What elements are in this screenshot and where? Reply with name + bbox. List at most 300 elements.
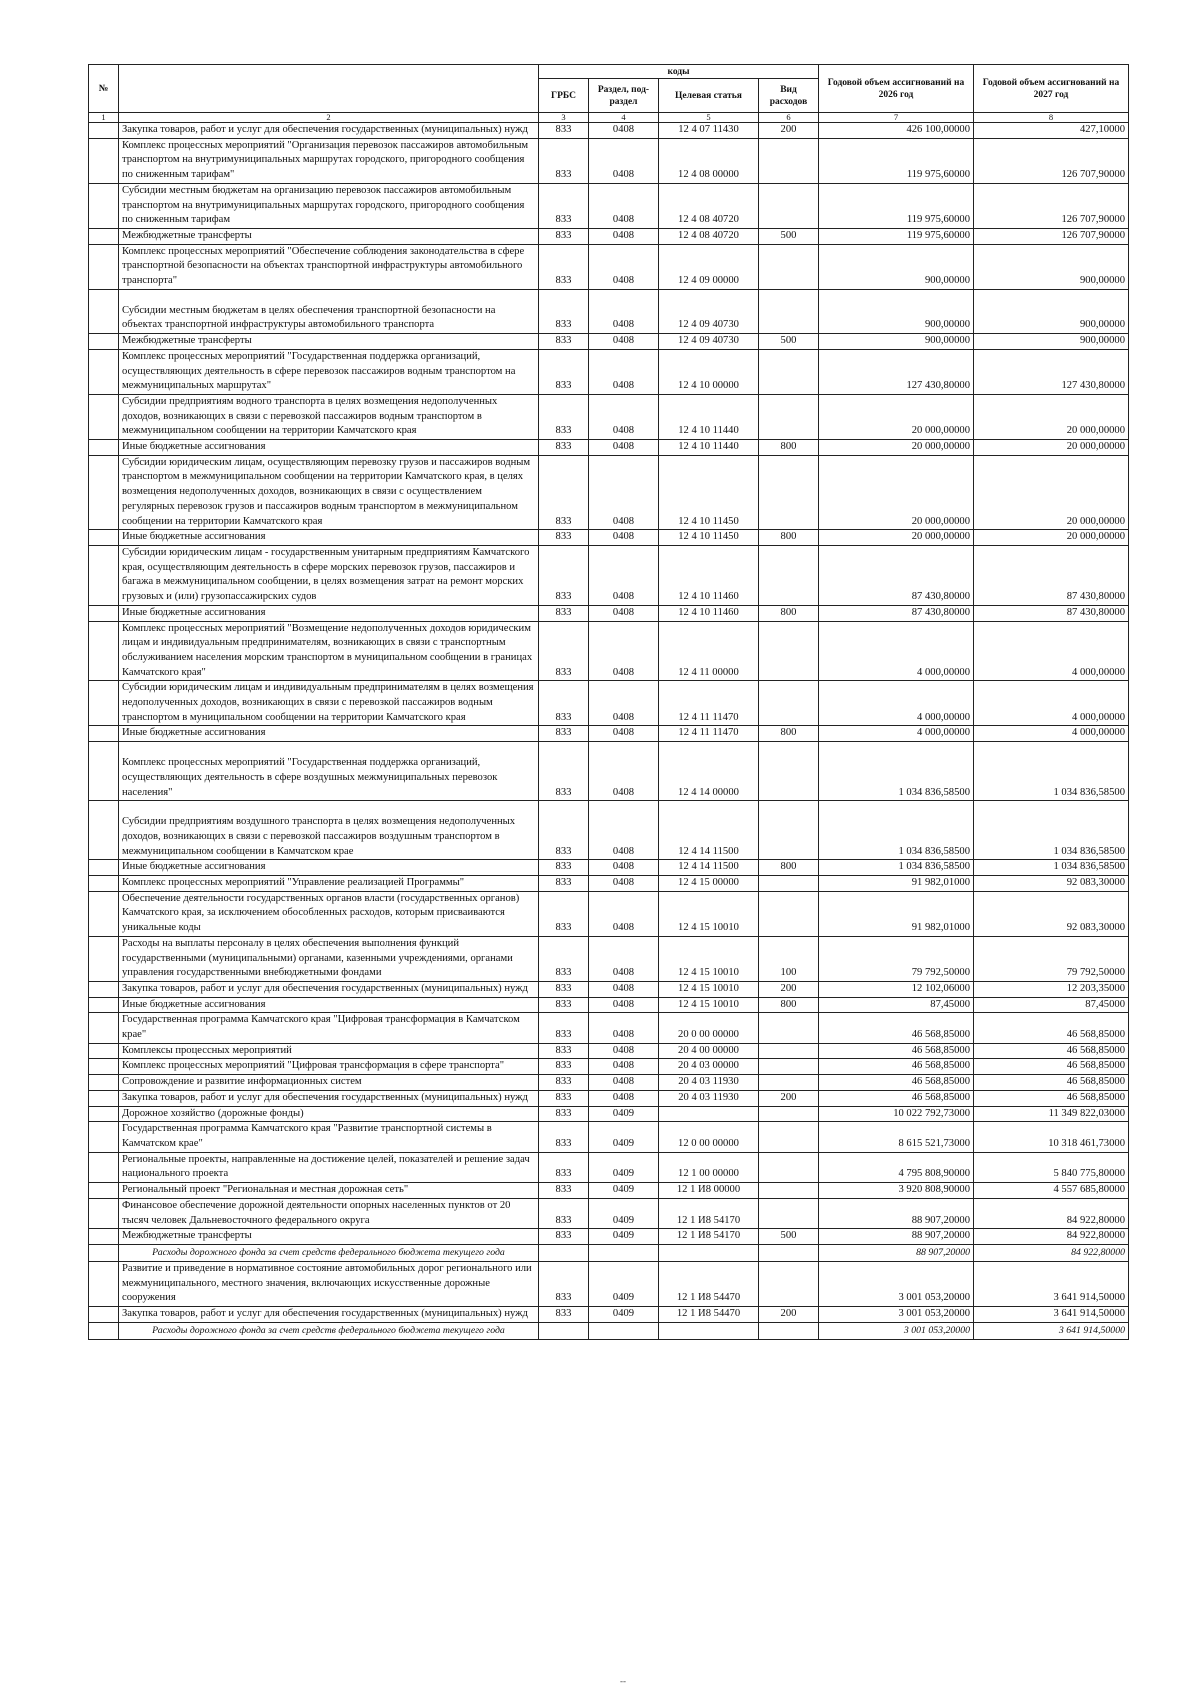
row-expense-type-cell xyxy=(759,455,819,530)
table-row xyxy=(89,123,1129,139)
row-grbs-cell: 833 xyxy=(539,123,589,139)
row-razdel-cell: 0408 xyxy=(589,621,659,681)
row-target-article-cell: 12 4 10 11440 xyxy=(659,440,759,456)
row-amount-2027-cell: 427,10000 xyxy=(974,123,1129,139)
row-number-cell xyxy=(89,289,119,333)
row-razdel-cell: 0408 xyxy=(589,891,659,936)
row-number-cell xyxy=(89,876,119,892)
row-expense-type-cell: 500 xyxy=(759,334,819,350)
row-amount-2026-cell: 426 100,00000 xyxy=(819,123,974,139)
row-number-cell xyxy=(89,440,119,456)
row-number-cell xyxy=(89,1261,119,1306)
row-number-cell xyxy=(89,621,119,681)
row-amount-2026-cell: 20 000,00000 xyxy=(819,440,974,456)
row-number-cell xyxy=(89,545,119,605)
row-expense-type-cell: 800 xyxy=(759,530,819,546)
row-razdel-cell: 0408 xyxy=(589,681,659,726)
row-name-cell: Закупка товаров, работ и услуг для обеспечения государственных (муниципальных) нужд xyxy=(119,123,539,139)
table-row xyxy=(89,1183,1129,1199)
row-target-article-cell: 12 1 00 00000 xyxy=(659,1152,759,1182)
row-number-cell xyxy=(89,349,119,394)
row-amount-2027-cell: 3 641 914,50000 xyxy=(974,1307,1129,1323)
row-expense-type-cell: 800 xyxy=(759,605,819,621)
row-target-article-cell: 12 0 00 00000 xyxy=(659,1122,759,1152)
row-amount-2027-cell: 3 641 914,50000 xyxy=(974,1261,1129,1306)
row-name-cell: Развитие и приведение в нормативное состояние автомобильных дорог регионального или межмуниципального, местного значения, включающих искусственные дорожные сооружения xyxy=(119,1261,539,1306)
table-row xyxy=(89,891,1129,936)
table-row xyxy=(89,1059,1129,1075)
row-grbs-cell: 833 xyxy=(539,1307,589,1323)
table-row xyxy=(89,860,1129,876)
row-name-cell: Комплекс процессных мероприятий "Организация перевозок пассажиров автомобильным транспортом на внутримуниципальных маршрутах городского, пригородного сообщения по сниженным тарифам" xyxy=(119,138,539,183)
row-razdel-cell: 0408 xyxy=(589,545,659,605)
row-name-cell: Обеспечение деятельности государственных органов власти (государственных органов) Камчатского края, за исключением обособленных расходов, которым присваиваются уникальные коды xyxy=(119,891,539,936)
row-amount-2026-cell: 4 000,00000 xyxy=(819,726,974,742)
row-amount-2026-cell: 87 430,80000 xyxy=(819,545,974,605)
row-name-cell: Субсидии юридическим лицам - государственным унитарным предприятиям Камчатского края, осуществляющим деятельность в сфере морских перевозок грузов, пассажиров и багажа в межмуниципальном сообщении, в целях возмещения затрат на ремонт морских грузовых и (или) грузопассажирских судов xyxy=(119,545,539,605)
table-row xyxy=(89,1106,1129,1122)
row-amount-2026-cell: 119 975,60000 xyxy=(819,228,974,244)
budget-table-sheet xyxy=(88,64,1128,1340)
row-grbs-cell: 833 xyxy=(539,289,589,333)
row-razdel-cell xyxy=(589,1244,659,1261)
row-amount-2026-cell: 3 920 808,90000 xyxy=(819,1183,974,1199)
row-grbs-cell: 833 xyxy=(539,1059,589,1075)
row-target-article-cell: 20 4 03 11930 xyxy=(659,1090,759,1106)
row-amount-2026-cell: 1 034 836,58500 xyxy=(819,860,974,876)
row-amount-2027-cell: 900,00000 xyxy=(974,244,1129,289)
row-target-article-cell: 12 4 09 00000 xyxy=(659,244,759,289)
row-name-cell: Субсидии местным бюджетам на организацию перевозок пассажиров автомобильным транспортом на внутримуниципальных маршрутах городского, пригородного сообщения по сниженным тарифам xyxy=(119,183,539,228)
row-razdel-cell: 0408 xyxy=(589,1059,659,1075)
row-expense-type-cell xyxy=(759,1075,819,1091)
row-grbs-cell: 833 xyxy=(539,440,589,456)
row-razdel-cell: 0409 xyxy=(589,1198,659,1228)
column-index: 5 xyxy=(659,113,759,123)
row-name-cell: Закупка товаров, работ и услуг для обеспечения государственных (муниципальных) нужд xyxy=(119,981,539,997)
row-amount-2026-cell: 87 430,80000 xyxy=(819,605,974,621)
row-expense-type-cell xyxy=(759,891,819,936)
row-grbs-cell: 833 xyxy=(539,605,589,621)
row-amount-2027-cell: 87,45000 xyxy=(974,997,1129,1013)
row-target-article-cell: 12 4 15 10010 xyxy=(659,936,759,981)
table-row xyxy=(89,1244,1129,1261)
column-index-row xyxy=(89,113,1129,123)
row-target-article-cell: 12 4 15 10010 xyxy=(659,981,759,997)
row-target-article-cell: 12 4 10 11460 xyxy=(659,605,759,621)
row-number-cell xyxy=(89,1043,119,1059)
row-name-cell: Расходы дорожного фонда за счет средств федерального бюджета текущего года xyxy=(119,1322,539,1339)
header-number: № xyxy=(89,65,119,113)
table-row xyxy=(89,1322,1129,1339)
table-row xyxy=(89,997,1129,1013)
row-expense-type-cell xyxy=(759,244,819,289)
row-target-article-cell: 12 4 10 11460 xyxy=(659,545,759,605)
row-amount-2027-cell: 84 922,80000 xyxy=(974,1198,1129,1228)
table-row xyxy=(89,742,1129,801)
row-expense-type-cell: 800 xyxy=(759,860,819,876)
row-amount-2027-cell: 126 707,90000 xyxy=(974,228,1129,244)
row-amount-2027-cell: 1 034 836,58500 xyxy=(974,860,1129,876)
row-target-article-cell: 12 1 И8 54170 xyxy=(659,1229,759,1245)
row-amount-2027-cell: 3 641 914,50000 xyxy=(974,1322,1129,1339)
row-name-cell: Государственная программа Камчатского края "Цифровая трансформация в Камчатском крае" xyxy=(119,1013,539,1043)
row-razdel-cell: 0408 xyxy=(589,801,659,860)
row-expense-type-cell xyxy=(759,1122,819,1152)
row-amount-2027-cell: 4 000,00000 xyxy=(974,621,1129,681)
row-number-cell xyxy=(89,1198,119,1228)
table-row xyxy=(89,726,1129,742)
row-name-cell: Межбюджетные трансферты xyxy=(119,228,539,244)
row-name-cell: Сопровождение и развитие информационных систем xyxy=(119,1075,539,1091)
row-razdel-cell: 0408 xyxy=(589,228,659,244)
row-amount-2027-cell: 1 034 836,58500 xyxy=(974,742,1129,801)
table-row xyxy=(89,545,1129,605)
row-number-cell xyxy=(89,605,119,621)
table-row xyxy=(89,605,1129,621)
row-amount-2027-cell: 46 568,85000 xyxy=(974,1059,1129,1075)
row-razdel-cell: 0408 xyxy=(589,726,659,742)
row-target-article-cell: 12 4 15 00000 xyxy=(659,876,759,892)
row-grbs-cell: 833 xyxy=(539,726,589,742)
row-amount-2027-cell: 20 000,00000 xyxy=(974,440,1129,456)
row-target-article-cell: 12 4 08 40720 xyxy=(659,228,759,244)
row-grbs-cell: 833 xyxy=(539,1013,589,1043)
row-target-article-cell: 12 4 15 10010 xyxy=(659,891,759,936)
row-amount-2026-cell: 20 000,00000 xyxy=(819,530,974,546)
row-amount-2027-cell: 20 000,00000 xyxy=(974,394,1129,439)
row-amount-2027-cell: 46 568,85000 xyxy=(974,1013,1129,1043)
row-number-cell xyxy=(89,123,119,139)
row-grbs-cell: 833 xyxy=(539,394,589,439)
row-target-article-cell: 12 4 09 40730 xyxy=(659,334,759,350)
row-razdel-cell: 0409 xyxy=(589,1307,659,1323)
row-grbs-cell: 833 xyxy=(539,681,589,726)
row-amount-2026-cell: 4 000,00000 xyxy=(819,621,974,681)
row-razdel-cell: 0408 xyxy=(589,876,659,892)
row-number-cell xyxy=(89,228,119,244)
row-amount-2026-cell: 900,00000 xyxy=(819,289,974,333)
table-row xyxy=(89,440,1129,456)
row-expense-type-cell xyxy=(759,621,819,681)
row-amount-2027-cell: 46 568,85000 xyxy=(974,1043,1129,1059)
header-name xyxy=(119,65,539,113)
row-grbs-cell: 833 xyxy=(539,1198,589,1228)
row-razdel-cell: 0408 xyxy=(589,244,659,289)
row-razdel-cell: 0409 xyxy=(589,1122,659,1152)
budget-allocation-table xyxy=(88,64,1129,1340)
row-grbs-cell: 833 xyxy=(539,1043,589,1059)
row-grbs-cell: 833 xyxy=(539,742,589,801)
row-target-article-cell: 12 4 11 11470 xyxy=(659,726,759,742)
row-grbs-cell: 833 xyxy=(539,997,589,1013)
row-grbs-cell: 833 xyxy=(539,455,589,530)
row-number-cell xyxy=(89,138,119,183)
row-grbs-cell: 833 xyxy=(539,1152,589,1182)
row-amount-2027-cell: 126 707,90000 xyxy=(974,138,1129,183)
row-grbs-cell xyxy=(539,1322,589,1339)
row-number-cell xyxy=(89,681,119,726)
table-body xyxy=(89,123,1129,1340)
table-row xyxy=(89,1307,1129,1323)
row-grbs-cell: 833 xyxy=(539,621,589,681)
table-row xyxy=(89,228,1129,244)
row-name-cell: Субсидии предприятиям воздушного транспорта в целях возмещения недополученных доходов, возникающих в связи с перевозкой пассажиров воздушным транспортом в межмуниципальном сообщении в Камчатском крае xyxy=(119,801,539,860)
row-amount-2026-cell: 46 568,85000 xyxy=(819,1043,974,1059)
row-number-cell xyxy=(89,726,119,742)
row-grbs-cell: 833 xyxy=(539,1106,589,1122)
row-name-cell: Субсидии юридическим лицам и индивидуальным предпринимателям в целях возмещения недополученных доходов, возникающих в связи с перевозкой пассажиров водным транспортом в муниципальном сообщении на территории Камчатского края xyxy=(119,681,539,726)
row-name-cell: Субсидии местным бюджетам в целях обеспечения транспортной безопасности на объектах транспортной инфраструктуры автомобильного транспорта xyxy=(119,289,539,333)
row-amount-2026-cell: 900,00000 xyxy=(819,244,974,289)
table-row xyxy=(89,334,1129,350)
column-index: 4 xyxy=(589,113,659,123)
row-expense-type-cell xyxy=(759,183,819,228)
row-grbs-cell: 833 xyxy=(539,876,589,892)
row-expense-type-cell: 100 xyxy=(759,936,819,981)
table-row xyxy=(89,1229,1129,1245)
row-number-cell xyxy=(89,801,119,860)
row-amount-2027-cell: 87 430,80000 xyxy=(974,545,1129,605)
row-amount-2027-cell: 126 707,90000 xyxy=(974,183,1129,228)
column-index: 7 xyxy=(819,113,974,123)
row-grbs-cell: 833 xyxy=(539,860,589,876)
row-razdel-cell: 0408 xyxy=(589,394,659,439)
row-amount-2027-cell: 4 000,00000 xyxy=(974,726,1129,742)
row-target-article-cell: 12 4 15 10010 xyxy=(659,997,759,1013)
row-target-article-cell: 20 4 03 11930 xyxy=(659,1075,759,1091)
row-amount-2026-cell: 119 975,60000 xyxy=(819,183,974,228)
row-grbs-cell: 833 xyxy=(539,1090,589,1106)
table-row xyxy=(89,244,1129,289)
row-number-cell xyxy=(89,1152,119,1182)
column-index: 3 xyxy=(539,113,589,123)
row-target-article-cell: 12 4 11 11470 xyxy=(659,681,759,726)
row-expense-type-cell xyxy=(759,742,819,801)
header-grbs: ГРБС xyxy=(539,79,589,113)
row-grbs-cell: 833 xyxy=(539,228,589,244)
row-amount-2027-cell: 20 000,00000 xyxy=(974,530,1129,546)
table-row xyxy=(89,1122,1129,1152)
row-razdel-cell: 0408 xyxy=(589,936,659,981)
row-amount-2027-cell: 4 000,00000 xyxy=(974,681,1129,726)
row-expense-type-cell: 800 xyxy=(759,726,819,742)
row-number-cell xyxy=(89,1059,119,1075)
row-amount-2026-cell: 20 000,00000 xyxy=(819,394,974,439)
row-number-cell xyxy=(89,1122,119,1152)
row-grbs-cell: 833 xyxy=(539,1075,589,1091)
row-name-cell: Дорожное хозяйство (дорожные фонды) xyxy=(119,1106,539,1122)
row-grbs-cell: 833 xyxy=(539,936,589,981)
row-amount-2026-cell: 46 568,85000 xyxy=(819,1075,974,1091)
row-expense-type-cell xyxy=(759,1183,819,1199)
row-grbs-cell: 833 xyxy=(539,545,589,605)
table-row xyxy=(89,681,1129,726)
table-row xyxy=(89,530,1129,546)
row-target-article-cell: 20 4 03 00000 xyxy=(659,1059,759,1075)
row-name-cell: Комплекс процессных мероприятий "Возмещение недополученных доходов юридическим лицам и индивидуальным предпринимателям, возникающих в связи с транспортным обслуживанием населения морским транспортом в муниципальном сообщении в границах Камчатского края" xyxy=(119,621,539,681)
row-amount-2027-cell: 5 840 775,80000 xyxy=(974,1152,1129,1182)
table-header xyxy=(89,65,1129,123)
row-target-article-cell: 12 4 10 00000 xyxy=(659,349,759,394)
row-name-cell: Комплекс процессных мероприятий "Обеспечение соблюдения законодательства в сфере транспортной безопасности на объектах транспортной инфраструктуры автомобильного транспорта" xyxy=(119,244,539,289)
row-number-cell xyxy=(89,1244,119,1261)
row-target-article-cell: 12 4 10 11440 xyxy=(659,394,759,439)
row-razdel-cell: 0408 xyxy=(589,1013,659,1043)
row-grbs-cell: 833 xyxy=(539,1122,589,1152)
row-grbs-cell: 833 xyxy=(539,1261,589,1306)
table-row xyxy=(89,1198,1129,1228)
row-name-cell: Региональный проект "Региональная и местная дорожная сеть" xyxy=(119,1183,539,1199)
row-razdel-cell: 0408 xyxy=(589,138,659,183)
row-razdel-cell: 0408 xyxy=(589,981,659,997)
row-expense-type-cell xyxy=(759,681,819,726)
row-name-cell: Иные бюджетные ассигнования xyxy=(119,605,539,621)
row-amount-2027-cell: 46 568,85000 xyxy=(974,1090,1129,1106)
row-target-article-cell: 12 4 08 00000 xyxy=(659,138,759,183)
row-expense-type-cell: 800 xyxy=(759,997,819,1013)
row-number-cell xyxy=(89,334,119,350)
row-amount-2026-cell: 46 568,85000 xyxy=(819,1059,974,1075)
row-expense-type-cell: 200 xyxy=(759,1090,819,1106)
row-amount-2027-cell: 46 568,85000 xyxy=(974,1075,1129,1091)
row-amount-2027-cell: 10 318 461,73000 xyxy=(974,1122,1129,1152)
row-expense-type-cell: 200 xyxy=(759,1307,819,1323)
row-target-article-cell: 20 0 00 00000 xyxy=(659,1013,759,1043)
column-index: 6 xyxy=(759,113,819,123)
row-expense-type-cell xyxy=(759,1322,819,1339)
row-name-cell: Расходы дорожного фонда за счет средств федерального бюджета текущего года xyxy=(119,1244,539,1261)
table-row xyxy=(89,876,1129,892)
table-row xyxy=(89,394,1129,439)
row-expense-type-cell xyxy=(759,1261,819,1306)
row-target-article-cell: 12 4 07 11430 xyxy=(659,123,759,139)
row-name-cell: Субсидии юридическим лицам, осуществляющим перевозку грузов и пассажиров водным транспортом в межмуниципальном сообщении на территории Камчатского края, в целях возмещения недополученных доходов, возникающих в связи с осуществлением регулярных перевозок грузов и пассажиров водным транспортом в межмуниципальном сообщении на территории Камчатского края xyxy=(119,455,539,530)
row-razdel-cell: 0408 xyxy=(589,742,659,801)
header-codes: коды xyxy=(539,65,819,79)
table-row xyxy=(89,621,1129,681)
row-razdel-cell: 0408 xyxy=(589,183,659,228)
row-target-article-cell xyxy=(659,1106,759,1122)
table-row xyxy=(89,183,1129,228)
row-amount-2026-cell: 8 615 521,73000 xyxy=(819,1122,974,1152)
row-razdel-cell: 0408 xyxy=(589,605,659,621)
row-amount-2027-cell: 87 430,80000 xyxy=(974,605,1129,621)
row-expense-type-cell xyxy=(759,1059,819,1075)
row-razdel-cell: 0409 xyxy=(589,1152,659,1182)
row-name-cell: Комплекс процессных мероприятий "Государственная поддержка организаций, осуществляющих деятельность в сфере перевозок пассажиров водным транспортом на межмуниципальных маршрутах" xyxy=(119,349,539,394)
row-target-article-cell: 12 4 14 11500 xyxy=(659,860,759,876)
row-number-cell xyxy=(89,1322,119,1339)
table-row xyxy=(89,981,1129,997)
row-razdel-cell: 0409 xyxy=(589,1261,659,1306)
row-razdel-cell: 0409 xyxy=(589,1183,659,1199)
row-number-cell xyxy=(89,1106,119,1122)
row-expense-type-cell xyxy=(759,289,819,333)
row-target-article-cell: 12 1 И8 54170 xyxy=(659,1198,759,1228)
row-amount-2026-cell: 3 001 053,20000 xyxy=(819,1307,974,1323)
row-name-cell: Иные бюджетные ассигнования xyxy=(119,997,539,1013)
row-number-cell xyxy=(89,530,119,546)
row-expense-type-cell xyxy=(759,349,819,394)
row-name-cell: Иные бюджетные ассигнования xyxy=(119,860,539,876)
row-target-article-cell: 12 4 11 00000 xyxy=(659,621,759,681)
row-target-article-cell: 20 4 00 00000 xyxy=(659,1043,759,1059)
row-name-cell: Государственная программа Камчатского края "Развитие транспортной системы в Камчатском крае" xyxy=(119,1122,539,1152)
row-amount-2026-cell: 10 022 792,73000 xyxy=(819,1106,974,1122)
row-amount-2027-cell: 900,00000 xyxy=(974,289,1129,333)
header-year-2027: Годовой объем ассигнований на 2027 год xyxy=(974,65,1129,113)
row-razdel-cell: 0408 xyxy=(589,349,659,394)
row-name-cell: Иные бюджетные ассигнования xyxy=(119,530,539,546)
column-index: 8 xyxy=(974,113,1129,123)
row-grbs-cell: 833 xyxy=(539,183,589,228)
row-amount-2027-cell: 92 083,30000 xyxy=(974,876,1129,892)
table-row xyxy=(89,138,1129,183)
row-razdel-cell: 0408 xyxy=(589,860,659,876)
row-amount-2026-cell: 88 907,20000 xyxy=(819,1198,974,1228)
row-amount-2026-cell: 46 568,85000 xyxy=(819,1090,974,1106)
row-grbs-cell: 833 xyxy=(539,891,589,936)
row-number-cell xyxy=(89,981,119,997)
row-grbs-cell: 833 xyxy=(539,530,589,546)
row-name-cell: Закупка товаров, работ и услуг для обеспечения государственных (муниципальных) нужд xyxy=(119,1307,539,1323)
row-number-cell xyxy=(89,244,119,289)
table-row xyxy=(89,1043,1129,1059)
row-amount-2026-cell: 119 975,60000 xyxy=(819,138,974,183)
row-expense-type-cell xyxy=(759,394,819,439)
row-number-cell xyxy=(89,455,119,530)
row-expense-type-cell xyxy=(759,1152,819,1182)
row-amount-2027-cell: 11 349 822,03000 xyxy=(974,1106,1129,1122)
column-index: 1 xyxy=(89,113,119,123)
row-amount-2026-cell: 900,00000 xyxy=(819,334,974,350)
table-row xyxy=(89,801,1129,860)
row-number-cell xyxy=(89,891,119,936)
row-target-article-cell: 12 4 14 11500 xyxy=(659,801,759,860)
column-index: 2 xyxy=(119,113,539,123)
row-amount-2026-cell: 127 430,80000 xyxy=(819,349,974,394)
row-name-cell: Иные бюджетные ассигнования xyxy=(119,726,539,742)
row-number-cell xyxy=(89,1090,119,1106)
row-name-cell: Комплекс процессных мероприятий "Государственная поддержка организаций, осуществляющих деятельность в сфере воздушных межмуниципальных перевозок населения" xyxy=(119,742,539,801)
row-expense-type-cell: 800 xyxy=(759,440,819,456)
row-grbs-cell: 833 xyxy=(539,1183,589,1199)
row-number-cell xyxy=(89,394,119,439)
table-row xyxy=(89,1152,1129,1182)
header-target-article: Целевая статья xyxy=(659,79,759,113)
row-amount-2027-cell: 12 203,35000 xyxy=(974,981,1129,997)
row-expense-type-cell xyxy=(759,1043,819,1059)
row-number-cell xyxy=(89,183,119,228)
row-amount-2026-cell: 3 001 053,20000 xyxy=(819,1322,974,1339)
row-name-cell: Финансовое обеспечение дорожной деятельности опорных населенных пунктов от 20 тысяч человек Дальневосточного федерального округа xyxy=(119,1198,539,1228)
row-number-cell xyxy=(89,1229,119,1245)
row-amount-2027-cell: 127 430,80000 xyxy=(974,349,1129,394)
row-name-cell: Региональные проекты, направленные на достижение целей, показателей и решение задач национального проекта xyxy=(119,1152,539,1182)
row-grbs-cell: 833 xyxy=(539,981,589,997)
row-amount-2026-cell: 20 000,00000 xyxy=(819,455,974,530)
row-expense-type-cell xyxy=(759,1198,819,1228)
row-number-cell xyxy=(89,1183,119,1199)
row-amount-2026-cell: 91 982,01000 xyxy=(819,876,974,892)
row-amount-2027-cell: 92 083,30000 xyxy=(974,891,1129,936)
row-amount-2027-cell: 84 922,80000 xyxy=(974,1229,1129,1245)
row-target-article-cell: 12 4 14 00000 xyxy=(659,742,759,801)
row-name-cell: Субсидии предприятиям водного транспорта в целях возмещения недополученных доходов, возникающих в связи с перевозкой пассажиров водным транспортом в межмуниципальном сообщении на территории Камчатского края xyxy=(119,394,539,439)
row-target-article-cell: 12 1 И8 54470 xyxy=(659,1307,759,1323)
row-grbs-cell: 833 xyxy=(539,1229,589,1245)
